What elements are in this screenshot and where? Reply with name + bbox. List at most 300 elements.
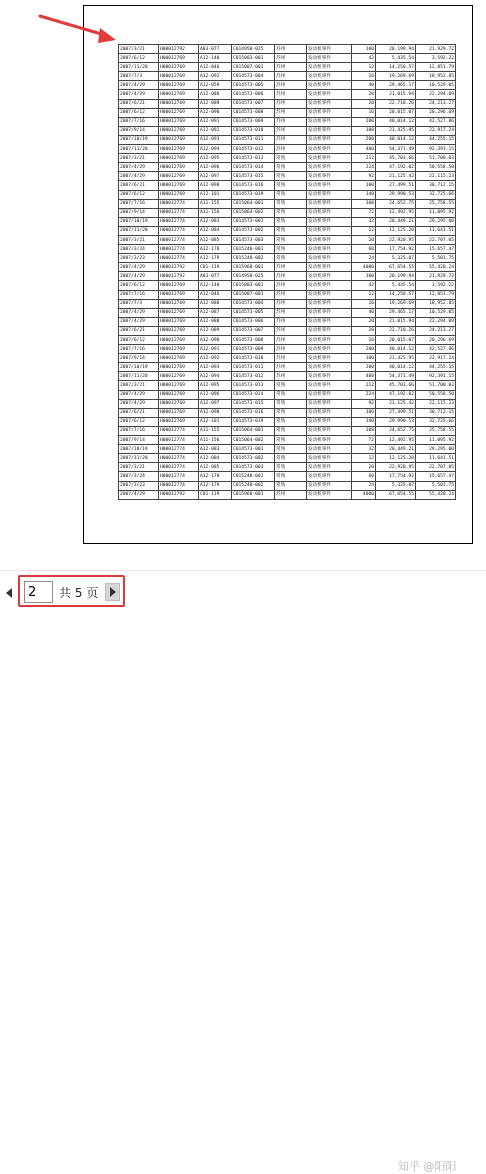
table-cell: 108 xyxy=(352,426,376,435)
table-cell: 发动机零件 xyxy=(307,145,352,154)
table-cell: 22,710.26 xyxy=(376,326,416,335)
table-cell: 2007/4/29 xyxy=(119,263,159,272)
table-cell: H00012769 xyxy=(159,408,199,417)
table-cell: 24,652.75 xyxy=(376,426,416,435)
table-cell: H00012769 xyxy=(159,90,199,99)
table-cell: A12-084 xyxy=(199,454,232,463)
table-cell: A12-098 xyxy=(199,408,232,417)
table-cell: 2007/4/29 xyxy=(119,172,159,181)
table-cell: 苏州 xyxy=(275,90,307,99)
table-cell: 发动机零件 xyxy=(307,481,352,490)
table-cell: 2007/7/3 xyxy=(119,72,159,81)
triangle-right-icon[interactable] xyxy=(105,583,120,601)
table-cell: H00012769 xyxy=(159,308,199,317)
table-cell: A12-101 xyxy=(199,417,232,426)
table-cell: C015064-002 xyxy=(232,436,275,445)
table-cell: 24,213.27 xyxy=(416,326,456,335)
table-cell: C014573-002 xyxy=(232,454,275,463)
table-cell: H00012769 xyxy=(159,381,199,390)
table-cell: 92 xyxy=(352,172,376,181)
table-row xyxy=(119,117,456,126)
table-cell: 3,592.22 xyxy=(416,281,456,290)
table-cell: 29,295.00 xyxy=(416,445,456,454)
table-cell: C014573-004 xyxy=(232,72,275,81)
table-cell: 24,652.75 xyxy=(376,199,416,208)
table-cell: 32 xyxy=(352,445,376,454)
table-cell: 42,527.86 xyxy=(416,117,456,126)
table-cell: A12-092 xyxy=(199,354,232,363)
table-cell: 发动机零件 xyxy=(307,281,352,290)
table-cell: H00012792 xyxy=(159,490,199,499)
table-cell: C014573-010 xyxy=(232,354,275,363)
table-cell: H00012774 xyxy=(159,463,199,472)
table-cell: A12-046 xyxy=(199,63,232,72)
table-cell: H00012769 xyxy=(159,81,199,90)
table-cell: 苏州 xyxy=(275,45,307,54)
table-cell: C014573-014 xyxy=(232,163,275,172)
table-cell: H00012769 xyxy=(159,117,199,126)
table-cell: 17,754.92 xyxy=(376,245,416,254)
table-cell: 20,199.94 xyxy=(376,272,416,281)
table-cell: 发动机零件 xyxy=(307,172,352,181)
table-cell: 发动机零件 xyxy=(307,108,352,117)
table-cell: 发动机零件 xyxy=(307,390,352,399)
total-pages-label: 共 5 页 xyxy=(59,586,99,600)
table-cell: 140 xyxy=(352,190,376,199)
table-cell: 44,255.15 xyxy=(416,363,456,372)
table-cell: 18,952.85 xyxy=(416,299,456,308)
table-cell: 发动机零件 xyxy=(307,472,352,481)
table-row xyxy=(119,363,456,372)
table-cell: 苏州 xyxy=(275,490,307,499)
table-cell: 苏州 xyxy=(275,317,307,326)
table-row xyxy=(119,154,456,163)
table-cell: 25,758.55 xyxy=(416,199,456,208)
table-row xyxy=(119,390,456,399)
table-cell: C015960-001 xyxy=(232,263,275,272)
triangle-left-icon[interactable] xyxy=(6,588,12,598)
table-cell: 40,014.12 xyxy=(376,345,416,354)
table-cell: H00012769 xyxy=(159,181,199,190)
table-cell: 发动机零件 xyxy=(307,117,352,126)
table-cell: C014573-003 xyxy=(232,463,275,472)
table-cell: 苏州 xyxy=(275,281,307,290)
table-cell: C015240-002 xyxy=(232,254,275,263)
table-cell: 发动机零件 xyxy=(307,99,352,108)
table-cell: H00012769 xyxy=(159,363,199,372)
table-cell: C014950-025 xyxy=(232,272,275,281)
table-cell: 常熟 xyxy=(275,226,307,235)
table-cell: 22,294.09 xyxy=(416,90,456,99)
table-row xyxy=(119,54,456,63)
table-cell: 20,449.21 xyxy=(376,217,416,226)
table-cell: 苏州 xyxy=(275,372,307,381)
table-cell: 30,712.15 xyxy=(416,408,456,417)
table-cell: C014573-014 xyxy=(232,390,275,399)
table-cell: 29,465.17 xyxy=(376,308,416,317)
table-cell: A12-095 xyxy=(199,154,232,163)
table-cell: 2007/7/16 xyxy=(119,426,159,435)
table-row xyxy=(119,254,456,263)
table-cell: 40,014.12 xyxy=(376,135,416,144)
table-cell: 108 xyxy=(352,199,376,208)
table-row xyxy=(119,145,456,154)
table-cell: 51,700.03 xyxy=(416,381,456,390)
table-row xyxy=(119,72,456,81)
table-cell: 2007/10/19 xyxy=(119,363,159,372)
table-row xyxy=(119,381,456,390)
table-cell: 16 xyxy=(352,108,376,117)
table-cell: C014950-025 xyxy=(232,45,275,54)
table-cell: A12-179 xyxy=(199,481,232,490)
table-cell: 发动机零件 xyxy=(307,445,352,454)
table-cell: A12-178 xyxy=(199,472,232,481)
table-cell: 21,125.42 xyxy=(376,172,416,181)
table-cell: 2007/6/12 xyxy=(119,190,159,199)
table-cell: 100 xyxy=(352,45,376,54)
table-cell: 32 xyxy=(352,217,376,226)
table-cell: C014573-007 xyxy=(232,326,275,335)
table-cell: 30,712.15 xyxy=(416,181,456,190)
table-cell: 2007/9/14 xyxy=(119,436,159,445)
table-cell: 200 xyxy=(352,117,376,126)
table-cell: A12-179 xyxy=(199,254,232,263)
table-cell: 20,015.07 xyxy=(376,108,416,117)
table-row xyxy=(119,481,456,490)
table-cell: 12,851.79 xyxy=(416,290,456,299)
table-cell: 20,015.07 xyxy=(376,336,416,345)
table-cell: 苏州 xyxy=(275,336,307,345)
table-cell: A12-140 xyxy=(199,54,232,63)
table-cell: H00012774 xyxy=(159,445,199,454)
table-cell: 16 xyxy=(352,299,376,308)
table-cell: 200 xyxy=(352,363,376,372)
table-cell: A12-059 xyxy=(199,81,232,90)
page-number-input[interactable] xyxy=(24,581,53,603)
table-cell: 发动机零件 xyxy=(307,317,352,326)
table-cell: 2007/7/3 xyxy=(119,299,159,308)
table-cell: 2007/4/29 xyxy=(119,163,159,172)
table-cell: 2007/4/29 xyxy=(119,272,159,281)
table-cell: 发动机零件 xyxy=(307,181,352,190)
table-cell: 22,920.95 xyxy=(376,463,416,472)
table-cell: H00012774 xyxy=(159,426,199,435)
table-cell: 51,700.03 xyxy=(416,154,456,163)
table-cell: 100 xyxy=(352,181,376,190)
table-cell: A12-094 xyxy=(199,372,232,381)
table-row xyxy=(119,190,456,199)
table-cell: 2007/4/29 xyxy=(119,81,159,90)
table-cell: A12-094 xyxy=(199,145,232,154)
table-cell: A12-085 xyxy=(199,235,232,244)
table-cell: H00012774 xyxy=(159,226,199,235)
table-cell: 60 xyxy=(352,245,376,254)
table-cell: A12-085 xyxy=(199,463,232,472)
table-cell: 5,501.75 xyxy=(416,254,456,263)
table-cell: C014573-006 xyxy=(232,317,275,326)
table-cell: 2007/9/14 xyxy=(119,126,159,135)
table-cell: 20 xyxy=(352,235,376,244)
table-cell: C014573-019 xyxy=(232,190,275,199)
table-row xyxy=(119,290,456,299)
table-cell: 22,294.09 xyxy=(416,317,456,326)
table-cell: 20,199.94 xyxy=(376,45,416,54)
table-cell: A12-087 xyxy=(199,308,232,317)
table-cell: H00012769 xyxy=(159,399,199,408)
table-cell: 发动机零件 xyxy=(307,308,352,317)
table-cell: H00012769 xyxy=(159,317,199,326)
table-cell: 2007/4/29 xyxy=(119,308,159,317)
table-cell: H00012769 xyxy=(159,417,199,426)
table-cell: 发动机零件 xyxy=(307,63,352,72)
table-cell: C015064-001 xyxy=(232,199,275,208)
table-cell: A12-095 xyxy=(199,381,232,390)
table-cell: 常熟 xyxy=(275,426,307,435)
table-cell: 发动机零件 xyxy=(307,326,352,335)
table-cell: A12-101 xyxy=(199,190,232,199)
table-cell: A12-088 xyxy=(199,90,232,99)
table-cell: 2007/9/14 xyxy=(119,354,159,363)
table-cell: 发动机零件 xyxy=(307,81,352,90)
table-cell: A12-097 xyxy=(199,172,232,181)
table-cell: 12,492.95 xyxy=(376,436,416,445)
table-cell: 54,371.49 xyxy=(376,145,416,154)
table-cell: 常熟 xyxy=(275,436,307,445)
table-cell: 5,501.75 xyxy=(416,481,456,490)
table-cell: 发动机零件 xyxy=(307,72,352,81)
table-cell: C014573-013 xyxy=(232,381,275,390)
table-cell: C014573-015 xyxy=(232,399,275,408)
table-cell: C015064-001 xyxy=(232,426,275,435)
table-cell: 22,917.24 xyxy=(416,354,456,363)
table-cell: 2007/3/21 xyxy=(119,45,159,54)
table-row xyxy=(119,463,456,472)
table-row xyxy=(119,81,456,90)
table-cell: 苏州 xyxy=(275,263,307,272)
table-cell: H00012792 xyxy=(159,272,199,281)
table-cell: 常熟 xyxy=(275,208,307,217)
table-cell: 20,296.69 xyxy=(416,336,456,345)
table-cell: 40,014.12 xyxy=(376,117,416,126)
table-cell: 100 xyxy=(352,408,376,417)
table-cell: 常熟 xyxy=(275,163,307,172)
table-cell: 12,492.95 xyxy=(376,208,416,217)
table-cell: H00012769 xyxy=(159,63,199,72)
table-row xyxy=(119,126,456,135)
table-cell: 2007/6/12 xyxy=(119,417,159,426)
table-cell: A12-098 xyxy=(199,181,232,190)
table-cell: C014573-004 xyxy=(232,299,275,308)
table-cell: 2007/3/24 xyxy=(119,472,159,481)
table-row xyxy=(119,90,456,99)
table-row xyxy=(119,426,456,435)
table-cell: 2007/6/21 xyxy=(119,99,159,108)
table-cell: 苏州 xyxy=(275,117,307,126)
table-cell: 27,499.51 xyxy=(376,181,416,190)
table-cell: C014573-009 xyxy=(232,117,275,126)
table-row xyxy=(119,99,456,108)
table-cell: C01-119 xyxy=(199,263,232,272)
table-cell: 发动机零件 xyxy=(307,208,352,217)
table-cell: H00012769 xyxy=(159,108,199,117)
table-cell: 12 xyxy=(352,454,376,463)
table-cell: 22,917.24 xyxy=(416,126,456,135)
table-cell: 92,391.15 xyxy=(416,145,456,154)
table-cell: 10,529.05 xyxy=(416,308,456,317)
table-cell: A12-093 xyxy=(199,135,232,144)
table-cell: 3,592.22 xyxy=(416,54,456,63)
data-table xyxy=(118,44,456,500)
table-cell: 32,725.66 xyxy=(416,417,456,426)
table-cell: 16 xyxy=(352,336,376,345)
table-cell: 2007/11/20 xyxy=(119,454,159,463)
table-cell: 12 xyxy=(352,63,376,72)
table-cell: 发动机零件 xyxy=(307,272,352,281)
table-row xyxy=(119,272,456,281)
table-cell: 27,499.51 xyxy=(376,408,416,417)
page-navigation-bar xyxy=(0,570,486,1173)
table-cell: 苏州 xyxy=(275,272,307,281)
table-cell: 100 xyxy=(352,272,376,281)
table-cell: 2007/6/21 xyxy=(119,181,159,190)
table-cell: C014573-001 xyxy=(232,217,275,226)
table-cell: 发动机零件 xyxy=(307,490,352,499)
table-cell: 11,095.92 xyxy=(416,436,456,445)
table-cell: C01-119 xyxy=(199,490,232,499)
table-cell: A12-089 xyxy=(199,326,232,335)
table-cell: 2007/11/20 xyxy=(119,63,159,72)
table-cell: 发动机零件 xyxy=(307,372,352,381)
table-cell: C015064-002 xyxy=(232,208,275,217)
table-cell: 200 xyxy=(352,135,376,144)
table-cell: 常熟 xyxy=(275,481,307,490)
table-cell: 发动机零件 xyxy=(307,245,352,254)
table-cell: 40,014.12 xyxy=(376,363,416,372)
table-cell: A12-178 xyxy=(199,245,232,254)
table-cell: C014573-001 xyxy=(232,445,275,454)
table-cell: 12,125.20 xyxy=(376,226,416,235)
table-cell: C015003-001 xyxy=(232,281,275,290)
table-cell: C014573-006 xyxy=(232,90,275,99)
table-cell: 12 xyxy=(352,290,376,299)
table-row xyxy=(119,445,456,454)
table-row xyxy=(119,372,456,381)
table-cell: 2007/6/12 xyxy=(119,54,159,63)
table-cell: 常熟 xyxy=(275,399,307,408)
table-cell: 2007/4/29 xyxy=(119,490,159,499)
table-cell: 常熟 xyxy=(275,190,307,199)
table-cell: 常熟 xyxy=(275,254,307,263)
table-cell: 苏州 xyxy=(275,363,307,372)
table-cell: C014573-016 xyxy=(232,181,275,190)
print-preview-area xyxy=(0,0,486,570)
table-cell: A03-077 xyxy=(199,272,232,281)
table-cell: 21,929.72 xyxy=(416,45,456,54)
table-cell: H00012774 xyxy=(159,436,199,445)
table-cell: A12-090 xyxy=(199,108,232,117)
table-cell: 常熟 xyxy=(275,181,307,190)
table-cell: A03-077 xyxy=(199,45,232,54)
table-cell: H00012769 xyxy=(159,345,199,354)
table-cell: 19,269.69 xyxy=(376,72,416,81)
table-cell: 21,929.72 xyxy=(416,272,456,281)
table-cell: 92 xyxy=(352,399,376,408)
table-row xyxy=(119,135,456,144)
table-row xyxy=(119,317,456,326)
table-cell: 15,657.47 xyxy=(416,245,456,254)
table-cell: 2007/6/12 xyxy=(119,336,159,345)
table-cell: C014573-003 xyxy=(232,235,275,244)
table-cell: A11-155 xyxy=(199,426,232,435)
table-cell: 苏州 xyxy=(275,326,307,335)
table-cell: 发动机零件 xyxy=(307,381,352,390)
table-cell: A12-090 xyxy=(199,336,232,345)
table-cell: 19,269.69 xyxy=(376,299,416,308)
table-cell: 42,527.86 xyxy=(416,345,456,354)
table-row xyxy=(119,181,456,190)
table-cell: 5,325.07 xyxy=(376,254,416,263)
table-cell: 21,015.94 xyxy=(376,90,416,99)
table-row xyxy=(119,326,456,335)
preview-page xyxy=(83,5,473,544)
table-cell: 224 xyxy=(352,163,376,172)
table-cell: 24 xyxy=(352,254,376,263)
table-cell: 2007/4/29 xyxy=(119,317,159,326)
table-cell: 21,015.94 xyxy=(376,317,416,326)
table-cell: 22,707.05 xyxy=(416,463,456,472)
table-cell: C014573-008 xyxy=(232,108,275,117)
table-cell: 32,725.66 xyxy=(416,190,456,199)
table-row xyxy=(119,336,456,345)
table-row xyxy=(119,454,456,463)
table-row xyxy=(119,172,456,181)
table-row xyxy=(119,199,456,208)
table-cell: 400 xyxy=(352,145,376,154)
table-cell: H00012769 xyxy=(159,354,199,363)
table-cell: 22,115.23 xyxy=(416,172,456,181)
table-cell: 2007/4/29 xyxy=(119,399,159,408)
red-arrow-icon xyxy=(38,10,128,50)
table-cell: 224 xyxy=(352,390,376,399)
table-cell: 发动机零件 xyxy=(307,45,352,54)
table-cell: 发动机零件 xyxy=(307,454,352,463)
table-row xyxy=(119,308,456,317)
table-cell: H00012769 xyxy=(159,390,199,399)
table-cell: 29,465.17 xyxy=(376,81,416,90)
table-cell: 发动机零件 xyxy=(307,90,352,99)
table-cell: 42 xyxy=(352,54,376,63)
table-cell: 72 xyxy=(352,436,376,445)
table-cell: A12-089 xyxy=(199,99,232,108)
table-row xyxy=(119,235,456,244)
table-cell: H00012769 xyxy=(159,336,199,345)
table-row xyxy=(119,408,456,417)
table-cell: A12-140 xyxy=(199,281,232,290)
table-cell: C014573-016 xyxy=(232,408,275,417)
table-cell: 47,192.02 xyxy=(376,163,416,172)
table-cell: H00012774 xyxy=(159,235,199,244)
table-cell: 21,125.42 xyxy=(376,399,416,408)
table-cell: 14,250.57 xyxy=(376,290,416,299)
table-cell: 5,435.54 xyxy=(376,54,416,63)
table-cell: A12-088 xyxy=(199,299,232,308)
table-cell: 72 xyxy=(352,208,376,217)
table-cell: 21,425.95 xyxy=(376,126,416,135)
table-cell: 发动机零件 xyxy=(307,226,352,235)
table-cell: 2007/4/29 xyxy=(119,390,159,399)
table-cell: 发动机零件 xyxy=(307,299,352,308)
table-cell: 发动机零件 xyxy=(307,54,352,63)
